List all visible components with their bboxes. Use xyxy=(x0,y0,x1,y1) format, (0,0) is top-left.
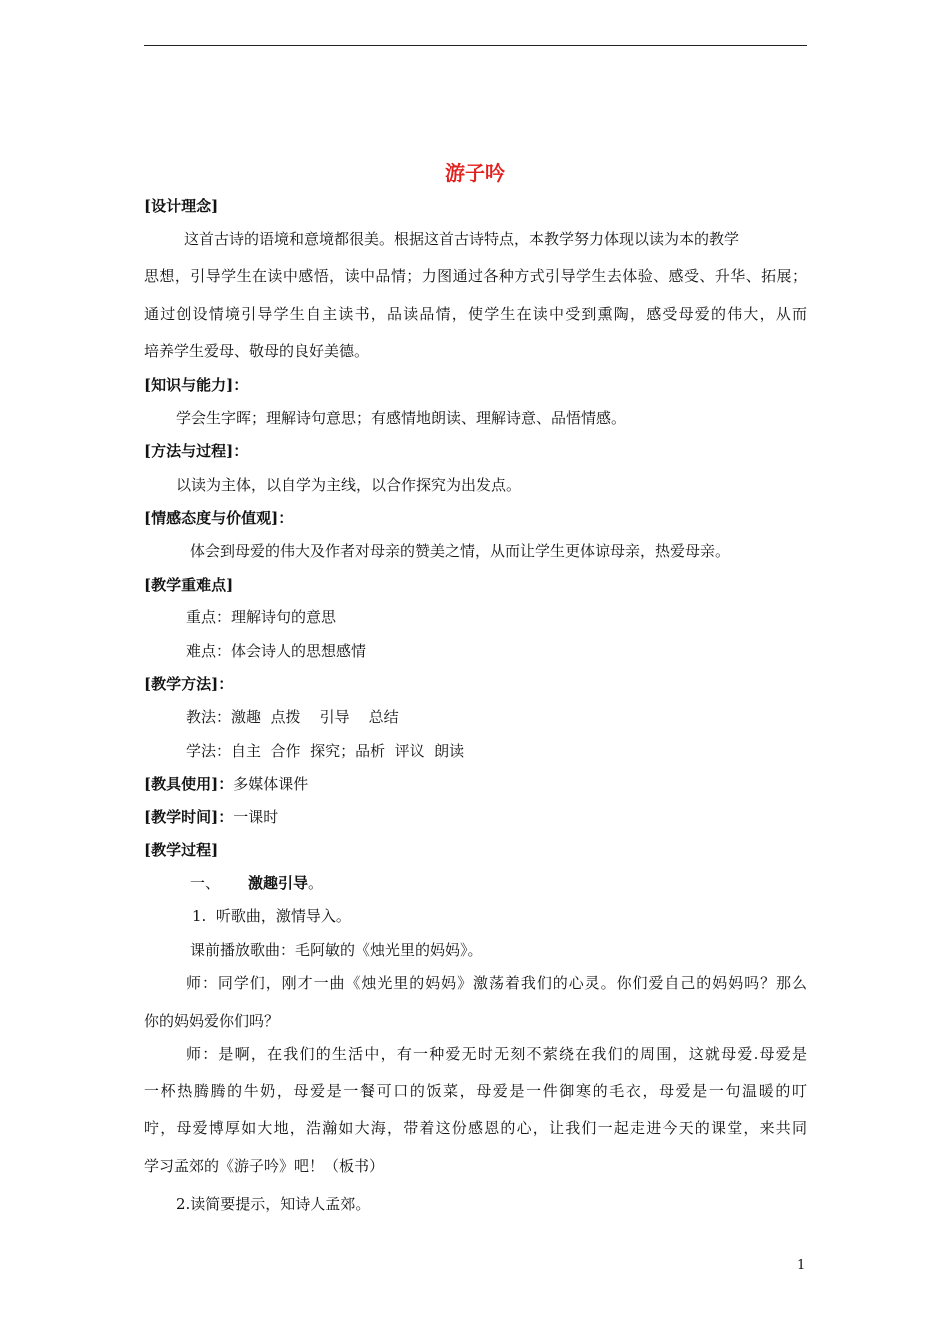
time-text: 一课时 xyxy=(233,808,279,826)
knowledge-text: 学会生字晖；理解诗句意思；有感情地朗读、理解诗意、品悟情感。 xyxy=(176,409,627,427)
step-title: 激趣引导 xyxy=(248,874,309,892)
teacher-line: 学习孟郊的《游子吟》吧！（板书） xyxy=(144,1157,385,1175)
teaching-method-text: 教法：激趣 点拨 引导 总结 xyxy=(186,708,399,726)
step-suffix: 。 xyxy=(308,874,324,892)
heading-tools: [教具使用]： xyxy=(144,775,234,793)
method-text: 以读为主体，以自学为主线，以合作探究为出发点。 xyxy=(176,476,522,494)
heading-design-concept: [设计理念] xyxy=(144,197,219,215)
time-line xyxy=(144,807,278,827)
teacher-line: 你的妈妈爱你们吗？ xyxy=(144,1012,280,1030)
teacher-line: 师：是啊，在我们的生活中，有一种爱无时无刻不萦绕在我们的周围，这就母爱.母爱是 xyxy=(186,1045,807,1063)
step-number: 一、 xyxy=(190,874,221,892)
teacher-line: 咛，母爱博厚如大地，浩瀚如大海，带着这份感恩的心，让我们一起走进今天的课堂，来共同 xyxy=(144,1119,807,1137)
teacher-line: 师：同学们，刚才一曲《烛光里的妈妈》激荡着我们的心灵。你们爱自己的妈妈吗？那么 xyxy=(186,974,807,992)
document-title: 游子吟 xyxy=(445,161,505,185)
heading-knowledge: [知识与能力]： xyxy=(144,376,249,394)
heading-process: [教学过程] xyxy=(144,841,219,859)
paragraph-line: 培养学生爱母、敬母的良好美德。 xyxy=(144,342,370,360)
heading-method: [方法与过程]： xyxy=(144,442,249,460)
difficulty-text: 难点：体会诗人的思想感情 xyxy=(186,642,367,660)
header-rule xyxy=(144,45,807,46)
key-point-text: 重点：理解诗句的意思 xyxy=(186,608,337,626)
paragraph-line: 思想，引导学生在读中感悟，读中品情；力图通过各种方式引导学生去体验、感受、升华、拓展； xyxy=(144,267,807,285)
paragraph-line: 这首古诗的语境和意境都很美。根据这首古诗特点，本教学努力体现以读为本的教学 xyxy=(184,230,740,248)
tools-line xyxy=(144,774,308,794)
sub-step-2: 2.读简要提示，知诗人孟郊。 xyxy=(176,1195,371,1213)
heading-time: [教学时间]： xyxy=(144,808,234,826)
heading-teaching-methods: [教学方法]： xyxy=(144,675,234,693)
sub-step-1: 1. 听歌曲，激情导入。 xyxy=(192,907,351,925)
tools-text: 多媒体课件 xyxy=(233,775,309,793)
teacher-line: 一杯热腾腾的牛奶，母爱是一餐可口的饭菜，母爱是一件御寒的毛衣，母爱是一句温暖的叮 xyxy=(144,1082,807,1100)
learning-method-text: 学法：自主 合作 探究；品析 评议 朗读 xyxy=(186,742,465,760)
page-number: 1 xyxy=(797,1258,806,1273)
step-heading xyxy=(248,873,323,893)
heading-key-points: [教学重难点] xyxy=(144,576,234,594)
paragraph-line: 通过创设情境引导学生自主读书，品读品情，使学生在读中受到熏陶，感受母爱的伟大，从而 xyxy=(144,305,807,323)
sub-step-1-detail: 课前播放歌曲：毛阿敏的《烛光里的妈妈》。 xyxy=(190,941,483,959)
emotion-text: 体会到母爱的伟大及作者对母亲的赞美之情，从而让学生更体谅母亲，热爱母亲。 xyxy=(190,542,731,560)
heading-emotion: [情感态度与价值观]： xyxy=(144,509,294,527)
